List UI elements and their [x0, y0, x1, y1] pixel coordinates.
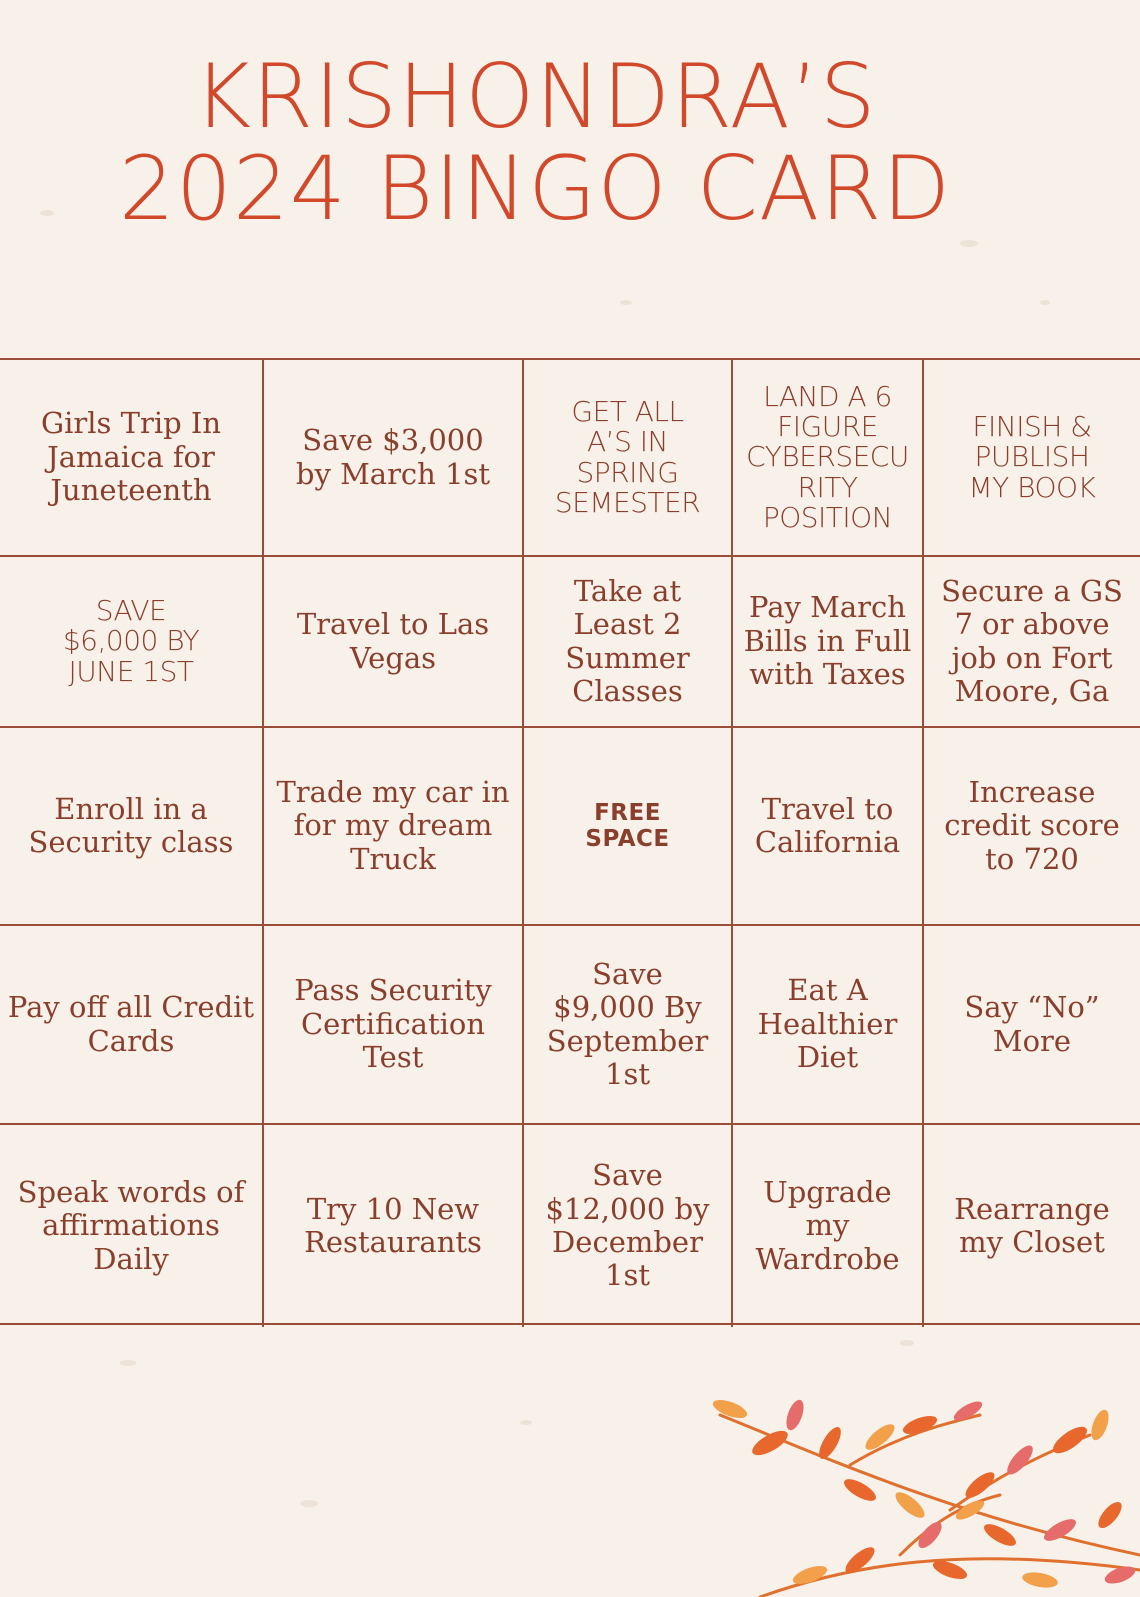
bingo-cell: Pass Security Certification Test — [264, 926, 524, 1125]
bingo-cell: Travel to California — [733, 728, 924, 926]
bingo-cell-free-space: FREE SPACE — [524, 728, 733, 926]
bingo-cell: Try 10 New Restaurants — [264, 1125, 524, 1327]
bingo-cell: Take at Least 2 Summer Classes — [524, 557, 733, 728]
bingo-cell: Girls Trip In Jamaica for Juneteenth — [0, 360, 264, 557]
bingo-cell: Save $12,000 by December 1st — [524, 1125, 733, 1327]
bingo-cell: Upgrade my Wardrobe — [733, 1125, 924, 1327]
bingo-cell: Enroll in a Security class — [0, 728, 264, 926]
bingo-cell: GET ALL A’S IN SPRING SEMESTER — [524, 360, 733, 557]
bingo-cell: Save $9,000 By September 1st — [524, 926, 733, 1125]
autumn-branch-icon — [700, 1395, 1140, 1597]
bingo-cell: FINISH & PUBLISH MY BOOK — [924, 360, 1140, 557]
page-title-line-2: 2024 BINGO CARD — [118, 137, 952, 240]
bingo-cell: LAND A 6 FIGURE CYBERSECU RITY POSITION — [733, 360, 924, 557]
bingo-cell: Trade my car in for my dream Truck — [264, 728, 524, 926]
bingo-cell: Travel to Las Vegas — [264, 557, 524, 728]
bingo-cell: Secure a GS 7 or above job on Fort Moore, Ga — [924, 557, 1140, 728]
bingo-cell: Speak words of affirmations Daily — [0, 1125, 264, 1327]
bingo-cell: Increase credit score to 720 — [924, 728, 1140, 926]
page-title-line-1: KRISHONDRA’S — [193, 45, 877, 148]
bingo-cell: Pay off all Credit Cards — [0, 926, 264, 1125]
bingo-cell: Eat A Healthier Diet — [733, 926, 924, 1125]
bingo-cell: Save $3,000 by March 1st — [264, 360, 524, 557]
bingo-cell: Say “No” More — [924, 926, 1140, 1125]
bingo-cell: Rearrange my Closet — [954, 1191, 1110, 1259]
bingo-grid — [0, 358, 1140, 1325]
bingo-cell: SAVE $6,000 BY JUNE 1ST — [0, 557, 264, 728]
bingo-cell: Pay March Bills in Full with Taxes — [733, 557, 924, 728]
